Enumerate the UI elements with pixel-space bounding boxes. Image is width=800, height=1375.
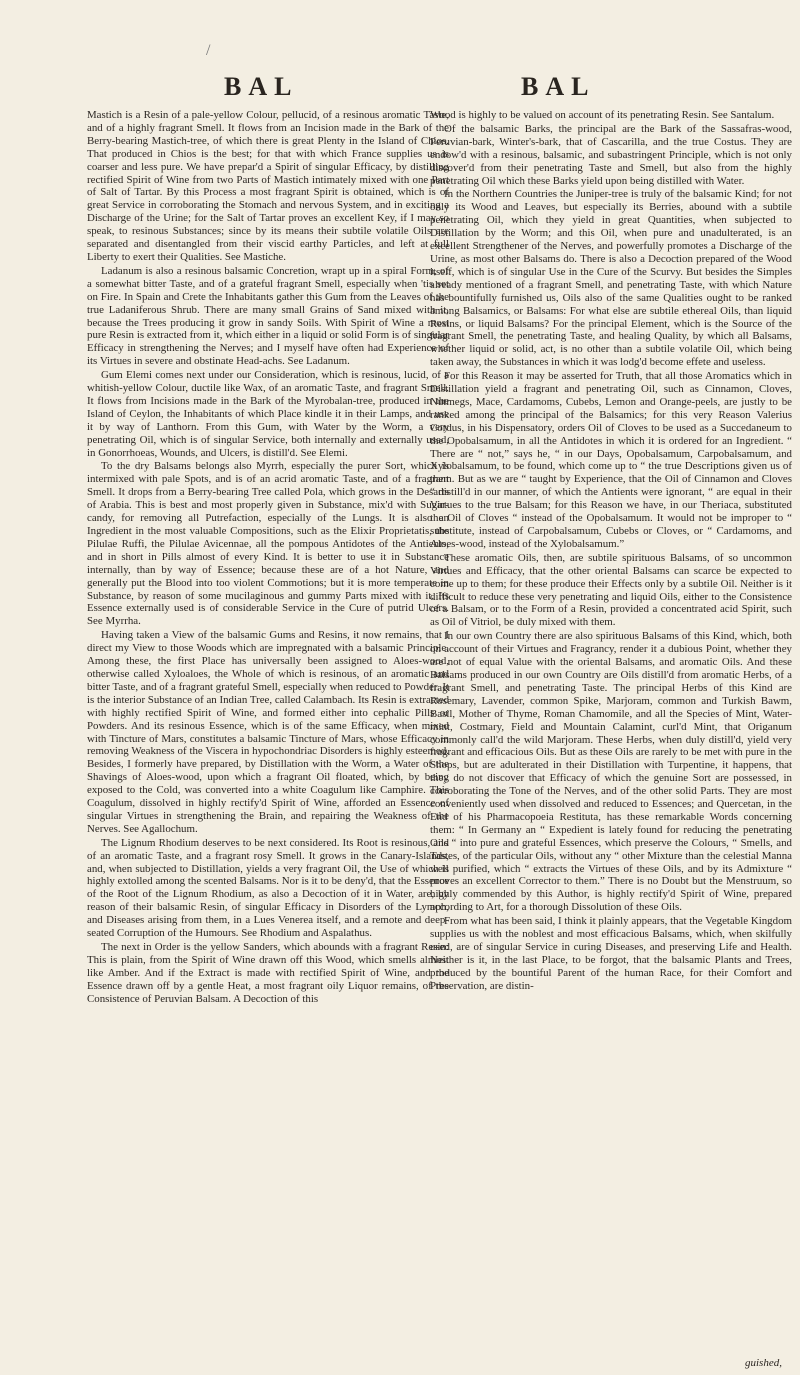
margin-slash-mark: / [206,42,211,59]
paragraph-lignum-rhodium: The Lignum Rhodium deserves to be next considered. Its Root is resinous, and of an aromatic Taste, and a fragrant rosy Smell. It grows in the Canary-Islands, and, when subjected to Distillation, yields a very fragrant Oil, the Use of which is highly extolled among the scented Balsams. Nor is it to be deny'd, that the Essence of the Root of the Lignum Rhodium, as also a Decoction of it in Water, are, by reason of their balsamic Resin, of singular Efficacy in Disorders of the Lymph, and Diseases arising from them, in a Lues Venerea itself, and a remote and deep-seated Corruption of the Humours. See Rhodium and Aspalathus. [87,836,449,940]
paragraph-continuation: Wood is highly to be valued on account of its penetrating Resin. See Santalum. [430,109,775,121]
paragraph-myrrh: To the dry Balsams belongs also Myrrh, especially the purer Sort, which is intermixed with pale Spots, and is of an acrid aromatic Taste, and of a fragrant Smell. It drops from a Berry-bearing Tree called Pola, which grows in the Desarts of Arabia. This is best and most properly given in Substance, mix'd with Sugar-candy, for removing all Putrefaction, especially of the Lungs. It is also an Ingredient in the most valuable Compositions, such as the Elixir Proprietatis, the Pilulae Ruffi, the Pilulae Avicennae, all the pompous Antidotes of the Antients, and in short in Pills almost of every Kind. It is better to use it in Substance internally, than by way of Essence; because these are of a hot Nature, and generally put the Blood into too violent Commotions; but it is more temperate in Substance, by reason of some mucilaginous and gummy Parts mixed with it. Its Essence externally used is of considerable Service in the Cure of putrid Ulcers. See Myrrha. [87,460,449,628]
paragraph-mastich: Mastich is a Resin of a pale-yellow Colour, pellucid, of a resinous aromatic Taste, and of a highly fragrant Smell. It flows from an Incision made in the Bark of the Berry-bearing Mastich-tree, of which there is great Plenty in the Island of Chios. That produced in Chios is the best; for that with which France supplies us is coarser and less pure. We have prepar'd a Spirit of singular Efficacy, by distilling rectified Spirit of Wine from two Parts of Mastich intimately mixed with one Part of Salt of Tartar. By this Process a most fragrant Spirit is obtained, which is of great Service in corroborating the Stomach and nervous System, and in exciting a Discharge of the Urine; for the Salt of Tartar proves an excellent Key, if I may so speak, to resinous Substances; since by its means their subtile volatile Oils are separated and disentangled from their viscid earthy Particles, and left at full Liberty to exert their Qualities. See Mastiche. [87,109,449,263]
paragraph-juniper: In the Northern Countries the Juniper-tree is truly of the balsamic Kind; for not only its Wood and Leaves, but especially its Berries, abound with a subtile penetrating Oil, which they yield in great Quantities, when subjected to Distillation by the Worm; and this Oil, when pure and unadulterated, is an excellent Strengthener of the Nerves, and powerfully promotes a Discharge of the Urine, as most other Balsams do. There is also a Decoction prepared of the Wood itself, which is of singular Use in the Cure of the Scurvy. But besides the Simples already mentioned of a fragrant Smell, and penetrating Taste, with which Nature has bountifully furnished us, Oils also of the same Qualities ought to be ranked among Balsamics, or Balsams: For what else are subtile ethereal Oils, than liquid Resins, or liquid Balsams? For the principal Element, which is the Source of the fragrant Smell, the penetrating Taste, and healing Quality, by which all Balsams, whether liquid or solid, act, is no other than a subtile volatile Oil, which being taken away, the Substances in which it was lodg'd become effete and useless. [430,188,792,369]
running-header-left: BAL [224,72,299,101]
left-column [87,109,449,1007]
running-header-right: BAL [521,72,596,101]
paragraph-yellow-sanders: The next in Order is the yellow Sanders, which abounds with a fragrant Resin: This is plain, from the Spirit of Wine drawn off this Wood, which smells almost like Amber. And if the Extract is made with rectified Spirit of Wine, and the Essence drawn off by a gentle Heat, a most fragrant oily Liquor remains, of the Consistence of Peruvian Balsam. A Decoction of this [87,941,449,1005]
paragraph-conclusion: From what has been said, I think it plainly appears, that the Vegetable Kingdom supplies us with the noblest and most efficacious Balsams, which, when skilfully used, are of singular Service in curing Diseases, and preserving Life and Health. Neither is it, in the last Place, to be forgot, that the balsamic Plants and Trees, produced by the bountiful Parent of the human Race, for their Comfort and Preservation, are distin- [430,915,792,992]
paragraph-balsamic-barks: Of the balsamic Barks, the principal are the Bark of the Sassafras-wood, Peruvian-bark, Winter's-bark, that of Cascarilla, and the true Costus. They are endow'd with a resinous, balsamic, and subastringent Principle, which is not only discover'd from their penetrating Taste and Smell, but also from the highly penetrating Oil which these Barks yield upon being distilled with Water. [430,122,792,187]
paragraph-gum-elemi: Gum Elemi comes next under our Consideration, which is resinous, lucid, of a whitish-yellow Colour, ductile like Wax, of an aromatic Taste, and fragrant Smell. It flows from Incisions made in the Bark of the Myrobalan-tree, produced in the Island of Ceylon, the Inhabitants of which Place kindle it in their Lamps, and use it by way of Lanthorn. From this Gum, with Water by the Worm, a very penetrating Oil, which is of singular Service, both internally and externally used, in Gonorrhoeas, Wounds, and Ulcers, is distill'd. See Elemi. [87,369,449,459]
catchword: guished, [745,1357,782,1369]
paragraph-aromatics: For this Reason it may be asserted for Truth, that all those Aromatics which in Distillation yield a fragrant and penetrating Oil, such as Cinnamon, Cloves, Nutmegs, Mace, Cardamoms, Cubebs, Lemon and Orange-peels, are justly to be ranked among the principal of the Balsamics; for this very Reason Valerius Cordus, in his Dispensatory, orders Oil of Cloves to be used as a Succedaneum to the Opobalsamum, in all the Antidotes in which it is ordered for an Ingredient. “ There are “ not,” says he, “ in our Days, Opobalsamum, Carpobalsamum, and Xylobalsamum, to be found, which come up to “ the true Descriptions given us of them. But as we are “ taught by Experience, that the Oil of Cinnamon and Cloves “ distill'd in our manner, of which the Antients were ignorant, “ are equal in their Virtues to the true Balsam; for this Reason we have, in our Theriaca, substituted the Oil of Cloves “ instead of the Opobalsamum. It would not be improper to “ substitute, instead of Carpobalsamum, Cubebs or Cloves, or “ Cardamoms, and Aloes-wood, instead of the Xylobalsamum.” [430,370,792,550]
paragraph-aloes-wood: Having taken a View of the balsamic Gums and Resins, it now remains, that I direct my View to those Woods which are impregnated with a balsamic Principle. Among these, the first Place has universally been assigned to Aloes-wood, otherwise called Xyloaloes, the Whole of which is resinous, of an aromatic and bitter Taste, and of a fragrant grateful Smell, especially when reduced to Powder. It is the interior Substance of an Indian Tree, called Calambach. Its Resin is extracted with highly rectified Spirit of Wine, and formed either into cephalic Pills or Powders. And its resinous Essence, which is of the same Efficacy, when mixed with Tincture of Mars, constitutes a balsamic Tincture of Mars, whose Efficacy in removing Weakness of the Viscera in hypochondriac Disorders is highly esteemed. Besides, I formerly have prepared, by Distillation with the Worm, a Water of the Shavings of Aloes-wood, upon which a fragrant Oil floated, which, by being exposed to the Cold, was converted into a white Coagulum like Camphire. This Coagulum, dissolved in highly rectify'd Spirit of Wine, afforded an Essence of singular Virtues in strengthening the Brain, and repairing the Weakness of the Nerves. See Agallochum. [87,629,450,835]
right-column [430,109,792,994]
paragraph-aromatic-oils: These aromatic Oils, then, are subtile spirituous Balsams, of so uncommon Virtues and Efficacy, that the other oriental Balsams can scarce be expected to come up to them; for these produce their Effects only by a subtile Oil. Neither is it difficult to reduce these very penetrating and liquid Oils, either to the Consistence of a Balsam, or to the Form of a Resin, provided a concentrated acid Spirit, such as Oil of Vitriol, be duly mixed with them. [430,551,792,629]
paragraph-own-country: In our own Country there are also spirituous Balsams of this Kind, which, both on account of their Virtues and Fragrancy, render it a dubious Point, whether they are not of equal Value with the oriental Balsams, and aromatic Oils. And these Balsams produced in our own Country are Oils distill'd from aromatic Herbs, of a fragrant Smell, and penetrating Taste. The principal Herbs of this Kind are Rosemary, Lavender, common Spike, Marjoram, common and Turkish Bawm, Basil, Mother of Thyme, Roman Chamomile, and all the Species of Mint, Water-mint, Costmary, Field and Mountain Calamint, curl'd Mint, that Origanum commonly call'd the wild Marjoram. These Herbs, when duly distill'd, yield very fragrant and efficacious Oils. But as these Oils are rarely to be met with pure in the Shops, but are adulterated in their Distillation with Turpentine, it happens, that they do not discover that Efficacy of which the genuine Sort are possessed, in corroborating the Tone of the Nerves, and of the other solid Parts. They are most conveniently used when dissolved and reduced to Essences; and Quercetan, in the End of his Pharmacopoeia Restituta, has these remarkable Words concerning them: “ In Germany an “ Expedient is lately found for reducing the penetrating Oils “ into pure and grateful Essences, which preserve the Colours, “ Smells, and Tastes, of the particular Oils, without any “ other Mixture than the celestial Manna well purified, which “ extracts the Virtues of these Oils, and by its Admixture “ proves an excellent Corrector to them.” There is no Doubt but the Menstruum, so highly commended by this Author, is highly rectify'd Spirit of Wine, prepared according to Art, for a thorough Dissolution of these Oils. [430,630,792,914]
paragraph-ladanum: Ladanum is also a resinous balsamic Concretion, wrapt up in a spiral Form, of a somewhat bitter Taste, and of a grateful fragrant Smell, especially when 'tis set on Fire. In Spain and Crete the Inhabitants gather this Gum from the Leaves of the true Ladaniferous Shrub. There are many small Grains of Sand mixed with it, because the Trees producing it grow in sandy Soils. With Spirit of Wine a most pure Resin is extracted from it, which either in a liquid or solid Form is of singular Efficacy in strengthening the Nerves; and I myself have often had Experience of its Virtues in severe and obstinate Head-achs. See Ladanum. [87,264,449,368]
